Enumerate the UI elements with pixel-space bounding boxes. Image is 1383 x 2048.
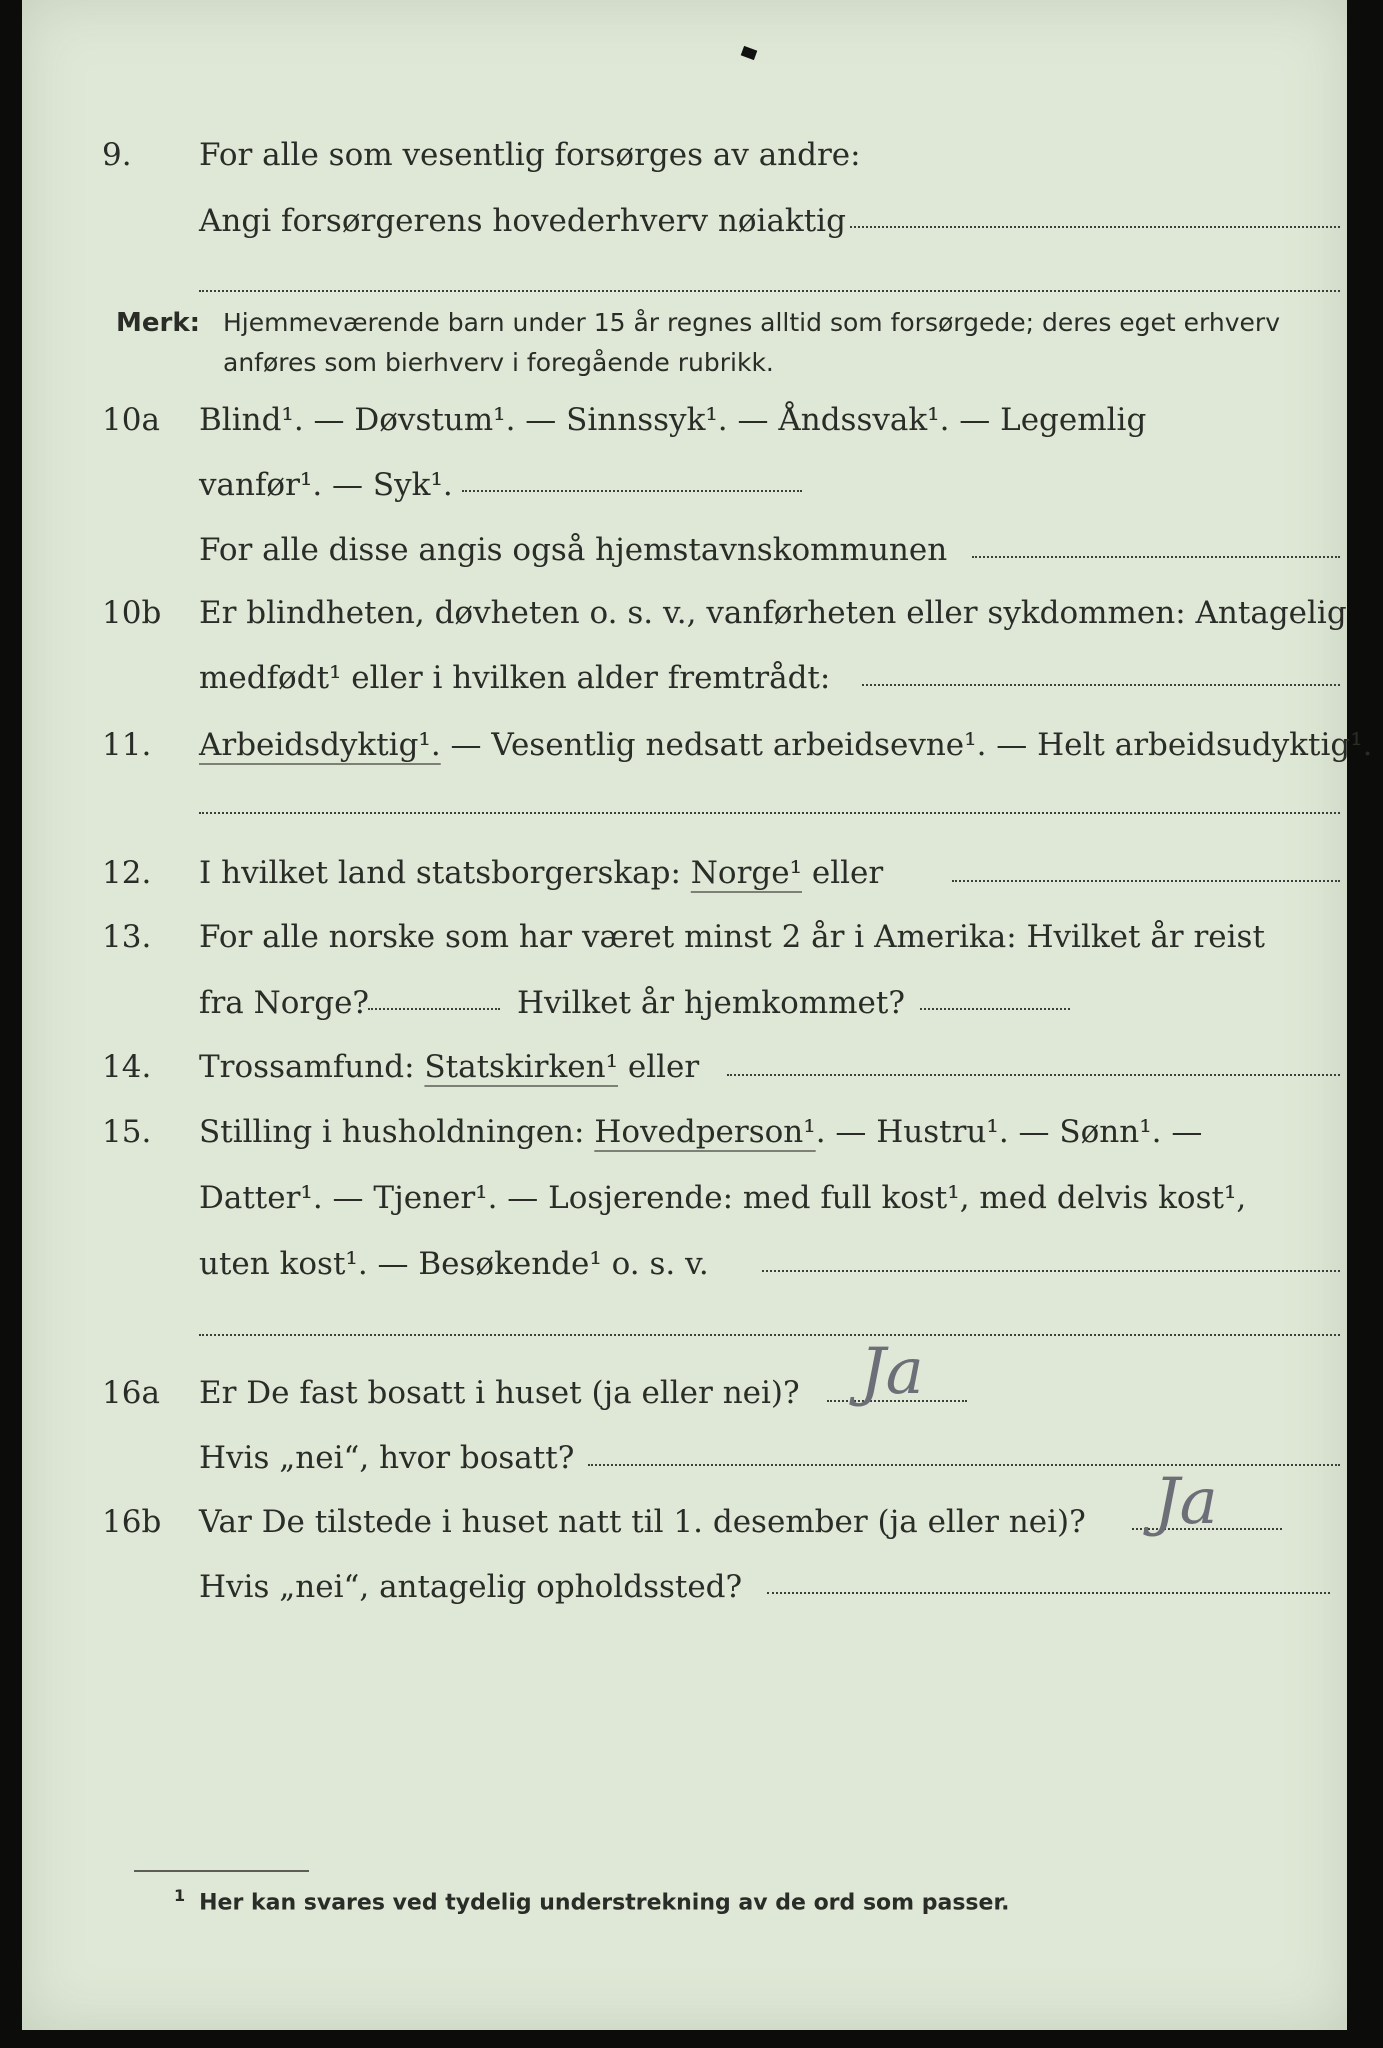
q10a-row (22, 395, 1347, 445)
q9-answer-line-2[interactable] (199, 290, 1340, 292)
q16b-text: Var De tilstede i huset natt til 1. desember (ja eller nei)? (199, 1504, 1086, 1540)
q10a-text-2: vanfør¹. — Syk¹. (199, 467, 453, 503)
q16b-handwritten-answer: Ja (1154, 1465, 1218, 1539)
q12-row (22, 848, 1347, 898)
merk-text-2: anføres som bierhverv i foregående rubrikk. (223, 348, 774, 377)
q15-number: 15. (102, 1114, 152, 1150)
q9-number: 9. (102, 137, 132, 173)
q12-number: 12. (102, 855, 152, 891)
footnote-rule (134, 1870, 309, 1872)
q11-option-arbeidsdyktig[interactable]: Arbeidsdyktig¹. (199, 727, 441, 763)
q13-text: For alle norske som har været minst 2 år i Amerika: Hvilket år reist (199, 919, 1265, 955)
q11-answer-line[interactable] (199, 812, 1340, 814)
q16a-row (22, 1368, 1347, 1418)
merk-text-1: Hjemmeværende barn under 15 år regnes alltid som forsørgede; deres eget erhverv (223, 308, 1280, 337)
q15-option-hovedperson[interactable]: Hovedperson¹ (594, 1114, 816, 1150)
q16b-number: 16b (102, 1504, 162, 1540)
q13-hjemkommet-line[interactable] (920, 1008, 1070, 1010)
q10a-number: 10a (102, 402, 160, 438)
q16a-bosatt-line[interactable] (588, 1464, 1340, 1466)
q16a-handwritten-answer: Ja (860, 1335, 924, 1409)
census-form-page (22, 0, 1373, 2030)
q15-text: Stilling i husholdningen: (199, 1114, 595, 1150)
q16b-text-2: Hvis „nei“, antagelig opholdssted? (199, 1569, 743, 1605)
q9-row-2 (22, 196, 1347, 246)
q10a-text-3: For alle disse angis også hjemstavnskommunen (199, 532, 948, 568)
q13-reist-line[interactable] (368, 1008, 500, 1010)
q14-row (22, 1042, 1347, 1092)
q11-number: 11. (102, 727, 152, 763)
q9-text: For alle som vesentlig forsørges av andre: (199, 137, 861, 173)
q12-option-norge[interactable]: Norge¹ (690, 855, 803, 891)
ink-mark (741, 46, 758, 60)
q11-text: — Vesentlig nedsatt arbeidsevne¹. — Helt arbeidsudyktig¹. (440, 727, 1373, 763)
q13-number: 13. (102, 919, 152, 955)
q13-text-2a: fra Norge? (199, 985, 370, 1021)
q9-answer-line[interactable] (850, 226, 1340, 228)
q11-row (22, 720, 1373, 770)
merk-label: Merk: (116, 308, 201, 338)
q15-answer-line-2[interactable] (199, 1334, 1340, 1336)
q10b-text-2: medfødt¹ eller i hvilken alder fremtrådt: (199, 660, 831, 696)
q12-answer-line[interactable] (952, 880, 1340, 882)
q16a-text: Er De fast bosatt i huset (ja eller nei)? (199, 1375, 800, 1411)
q12-text: I hvilket land statsborgerskap: (199, 855, 691, 891)
q9-row (22, 130, 1347, 180)
q10b-number: 10b (102, 595, 162, 631)
q10b-text: Er blindheten, døvheten o. s. v., vanførheten eller sykdommen: Antagelig (199, 595, 1347, 631)
q16a-text-2: Hvis „nei“, hvor bosatt? (199, 1440, 575, 1476)
q15-answer-line[interactable] (762, 1270, 1340, 1272)
q14-text-2: eller (618, 1049, 700, 1085)
q15-text-4: uten kost¹. — Besøkende¹ o. s. v. (199, 1246, 709, 1282)
footnote-mark: 1 (174, 1886, 186, 1905)
q14-number: 14. (102, 1049, 152, 1085)
q16b-row (22, 1497, 1347, 1547)
q10a-syk-line[interactable] (462, 490, 802, 492)
q10a-text: Blind¹. — Døvstum¹. — Sinnssyk¹. — Åndssvak¹. — Legemlig (199, 402, 1147, 438)
q13-text-2b: Hvilket år hjemkommet? (517, 985, 905, 1021)
q15-row (22, 1107, 1347, 1157)
q10b-answer-line[interactable] (862, 684, 1340, 686)
q13-row (22, 912, 1347, 962)
q16a-number: 16a (102, 1375, 160, 1411)
q14-answer-line[interactable] (727, 1074, 1340, 1076)
q12-text-2: eller (802, 855, 884, 891)
footnote-text: Her kan svares ved tydelig understrekning av de ord som passer. (199, 1890, 1010, 1916)
q10b-row (22, 588, 1347, 638)
q15-text-2: . — Hustru¹. — Sønn¹. — (815, 1114, 1203, 1150)
q16b-opholdssted-line[interactable] (767, 1592, 1330, 1594)
q14-option-statskirken[interactable]: Statskirken¹ (424, 1049, 618, 1085)
q9-text-2: Angi forsørgerens hovederhverv nøiaktig (199, 203, 846, 239)
q15-text-3: Datter¹. — Tjener¹. — Losjerende: med full kost¹, med delvis kost¹, (199, 1180, 1247, 1216)
q10a-kommune-line[interactable] (972, 556, 1340, 558)
q14-text: Trossamfund: (199, 1049, 425, 1085)
